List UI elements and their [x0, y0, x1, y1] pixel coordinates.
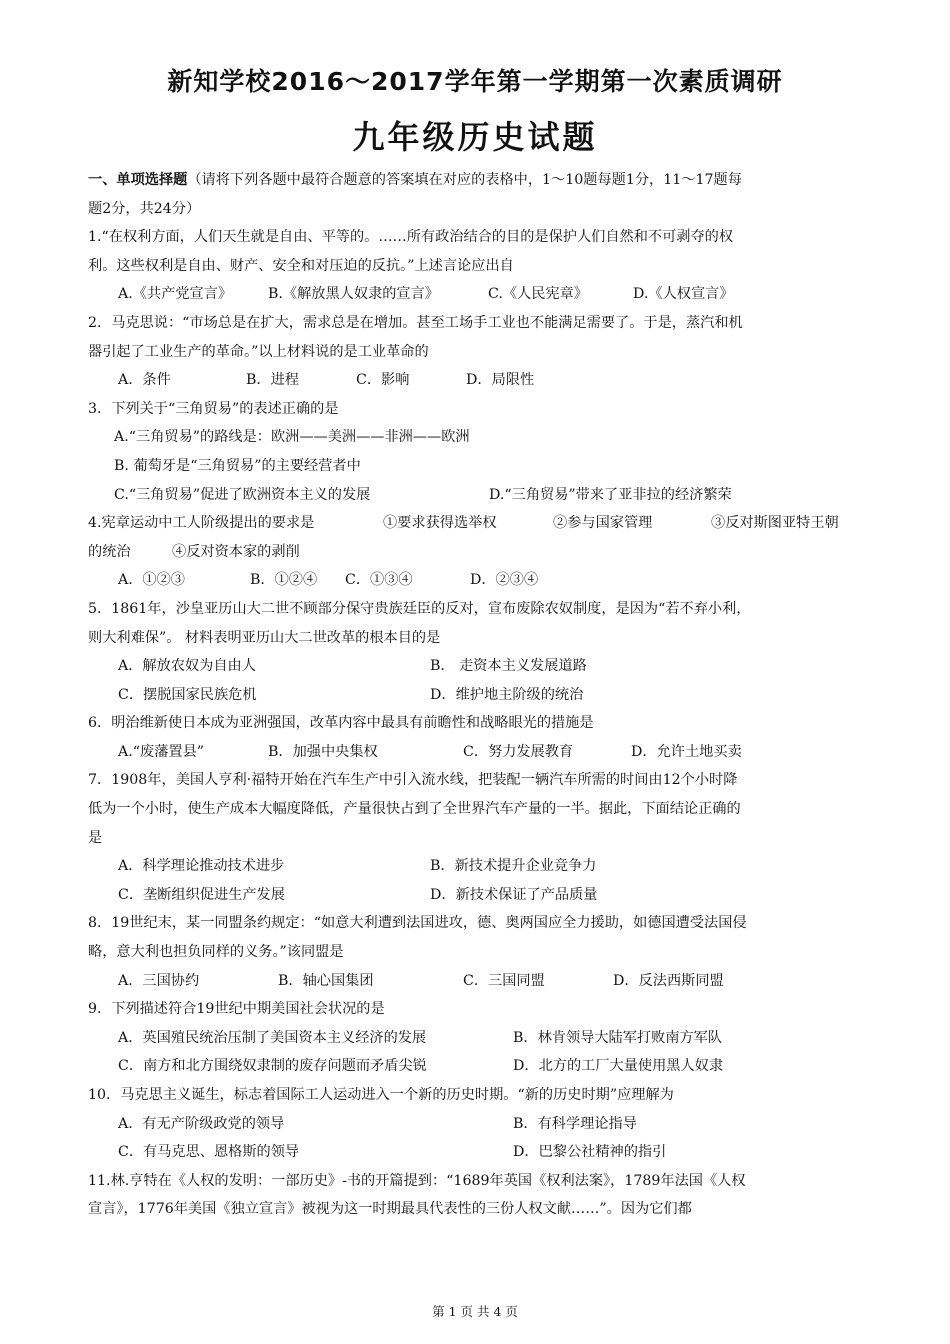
option-a: A．三国协约: [118, 972, 200, 989]
option-d: D．维护地主阶级的统治: [430, 686, 584, 703]
question-6-options: [88, 738, 863, 767]
option-a: A．英国殖民统治压制了美国资本主义经济的发展: [118, 1029, 427, 1046]
question-10-stem: 10．马克思主义诞生，标志着国际工人运动进入一个新的历史时期。“新的历史时期”应理解为: [88, 1087, 674, 1103]
question-1-stem-cont: 利。这些权利是自由、财产、安全和对压迫的反抗。”上述言论应出自: [88, 257, 514, 274]
question-11-stem: 11.林.亨特在《人权的发明：一部历史》-书的开篇提到：“1689年英国《权利法案》，1789年法国《人权: [88, 1172, 746, 1189]
option-d: D．允许土地买卖: [631, 743, 742, 760]
option-d: D．反法西斯同盟: [613, 972, 724, 989]
question-3-stem: 3．下列关于“三角贸易”的表述正确的是: [88, 400, 339, 417]
option-c: C．三国同盟: [463, 972, 545, 989]
page-footer: 第 1 页 共 4 页: [432, 1304, 518, 1319]
item-3: ③反对斯图亚特王朝: [711, 515, 839, 532]
option-b: B．进程: [246, 372, 299, 389]
item-1: ①要求获得选举权: [383, 515, 497, 532]
section-title: 一、单项选择题: [88, 172, 188, 188]
option-a: A．①②③: [118, 572, 185, 589]
option-d: D．②③④: [470, 572, 539, 589]
option-b: B．新技术提升企业竞争力: [430, 858, 597, 875]
section-instruction-text: （请将下列各题中最符合题意的答案填在对应的表格中，1～10题每题1分，11～17题每: [187, 172, 742, 188]
option-c: C．①③④: [345, 572, 413, 589]
question-7-options-ab: [88, 852, 863, 881]
option-b: B.《解放黑人奴隶的宣言》: [268, 286, 439, 303]
question-10-options-ab: [88, 1110, 863, 1139]
question-4-stem: [88, 509, 863, 538]
question-10-options-cd: [88, 1138, 863, 1167]
question-4-stem-cont-text: 的统治: [88, 543, 131, 560]
option-a: A．条件: [118, 372, 171, 389]
exam-subject-title: 九年级历史试题: [352, 118, 598, 156]
item-2: ②参与国家管理: [553, 515, 653, 532]
option-c: C．有马克思、恩格斯的领导: [118, 1144, 300, 1161]
question-7-stem-end: 是: [88, 829, 103, 846]
question-8-stem: 8．19世纪末，某一同盟条约规定：“如意大利遭到法国进攻，德、奥两国应全力援助，如德国遭受法国侵: [88, 915, 747, 932]
question-3-option-b: B. 葡萄牙是“三角贸易”的主要经营者中: [114, 457, 361, 474]
option-b: B．轴心国集团: [278, 972, 374, 989]
question-1-options: [88, 280, 863, 309]
option-c: C．南方和北方围绕奴隶制的废存问题而矛盾尖锐: [118, 1058, 427, 1075]
question-7-stem-cont: 低为一个小时，使生产成本大幅度降低，产量很快占到了全世界汽车产量的一半。据此，下面结论正确的: [88, 801, 741, 818]
option-c: C.《人民宪章》: [488, 286, 588, 303]
question-list: [88, 166, 863, 1224]
question-11-stem-cont: 宣言》，1776年美国《独立宣言》被视为这一时期最具代表性的三份人权文献……”。因为它们都: [88, 1201, 692, 1218]
section-instruction: [88, 166, 863, 195]
question-9-stem: 9．下列描述符合19世纪中期美国社会状况的是: [88, 1001, 385, 1018]
question-1-stem: 1.“在权利方面，人们天生就是自由、平等的。……所有政治结合的目的是保护人们自然和不可剥夺的权: [88, 229, 734, 246]
option-c: C．垄断组织促进生产发展: [118, 886, 285, 903]
option-d: D．新技术保证了产品质量: [430, 886, 598, 903]
question-8-stem-cont: 略，意大利也担负同样的义务。”该同盟是: [88, 944, 344, 961]
option-a: A.《共产党宣言》: [118, 286, 233, 303]
section-instruction-cont: 题2分，共24分）: [88, 200, 201, 217]
question-3-options-cd: [88, 481, 863, 510]
option-a: A．解放农奴为自由人: [118, 658, 256, 675]
question-4-stem-cont: [88, 538, 863, 567]
item-4: ④反对资本家的剥削: [172, 543, 300, 560]
option-c: C．影响: [356, 372, 410, 389]
option-b: B．有科学理论指导: [513, 1115, 637, 1132]
question-4-stem-text: 4.宪章运动中工人阶级提出的要求是: [88, 515, 315, 532]
question-7-stem: 7．1908年，美国人亨利·福特开始在汽车生产中引入流水线，把装配一辆汽车所需的时间由12个小时降: [88, 772, 738, 789]
question-5-options-ab: [88, 652, 863, 681]
question-8-options: [88, 967, 863, 996]
question-6-stem: 6．明治维新使日本成为亚洲强国，改革内容中最具有前瞻性和战略眼光的措施是: [88, 715, 594, 732]
option-d: D．巴黎公社精神的指引: [513, 1144, 667, 1161]
question-2-stem: 2．马克思说：“市场总是在扩大，需求总是在增加。甚至工场手工业也不能满足需要了。于是，蒸汽和机: [88, 314, 743, 331]
option-c: C．摆脱国家民族危机: [118, 686, 257, 703]
exam-school-title: 新知学校2016～2017学年第一学期第一次素质调研: [167, 67, 783, 96]
question-7-options-cd: [88, 881, 863, 910]
option-d: D．北方的工厂大量使用黑人奴隶: [513, 1058, 724, 1075]
option-d: D.《人权宣言》: [633, 286, 734, 303]
option-a: A．科学理论推动技术进步: [118, 858, 285, 875]
question-2-stem-cont: 器引起了工业生产的革命。”以上材料说的是工业革命的: [88, 343, 429, 360]
option-b: B．林肯领导大陆军打败南方军队: [513, 1029, 723, 1046]
question-2-options: [88, 366, 863, 395]
option-c: C．努力发展教育: [463, 743, 574, 760]
option-b: B．加强中央集权: [268, 743, 378, 760]
option-a: A.“废藩置县”: [118, 743, 205, 760]
question-3-option-a: A.“三角贸易”的路线是：欧洲——美洲——非洲——欧洲: [114, 429, 470, 446]
question-9-options-ab: [88, 1024, 863, 1053]
option-d: D.“三角贸易”带来了亚非拉的经济繁荣: [489, 486, 732, 503]
option-b: B．①②④: [250, 572, 318, 589]
question-5-options-cd: [88, 681, 863, 710]
question-5-stem-cont: 则大利难保”。 材料表明亚历山大二世改革的根本目的是: [88, 629, 441, 646]
question-4-options: [88, 566, 863, 595]
option-a: A．有无产阶级政党的领导: [118, 1115, 285, 1132]
question-9-options-cd: [88, 1052, 863, 1081]
option-b: B． 走资本主义发展道路: [430, 658, 587, 675]
option-d: D．局限性: [466, 372, 535, 389]
question-5-stem: 5．1861年，沙皇亚历山大二世不顾部分保守贵族廷臣的反对，宣布废除农奴制度，是因为“若不弃小利，: [88, 600, 751, 617]
option-c: C.“三角贸易”促进了欧洲资本主义的发展: [114, 486, 371, 503]
